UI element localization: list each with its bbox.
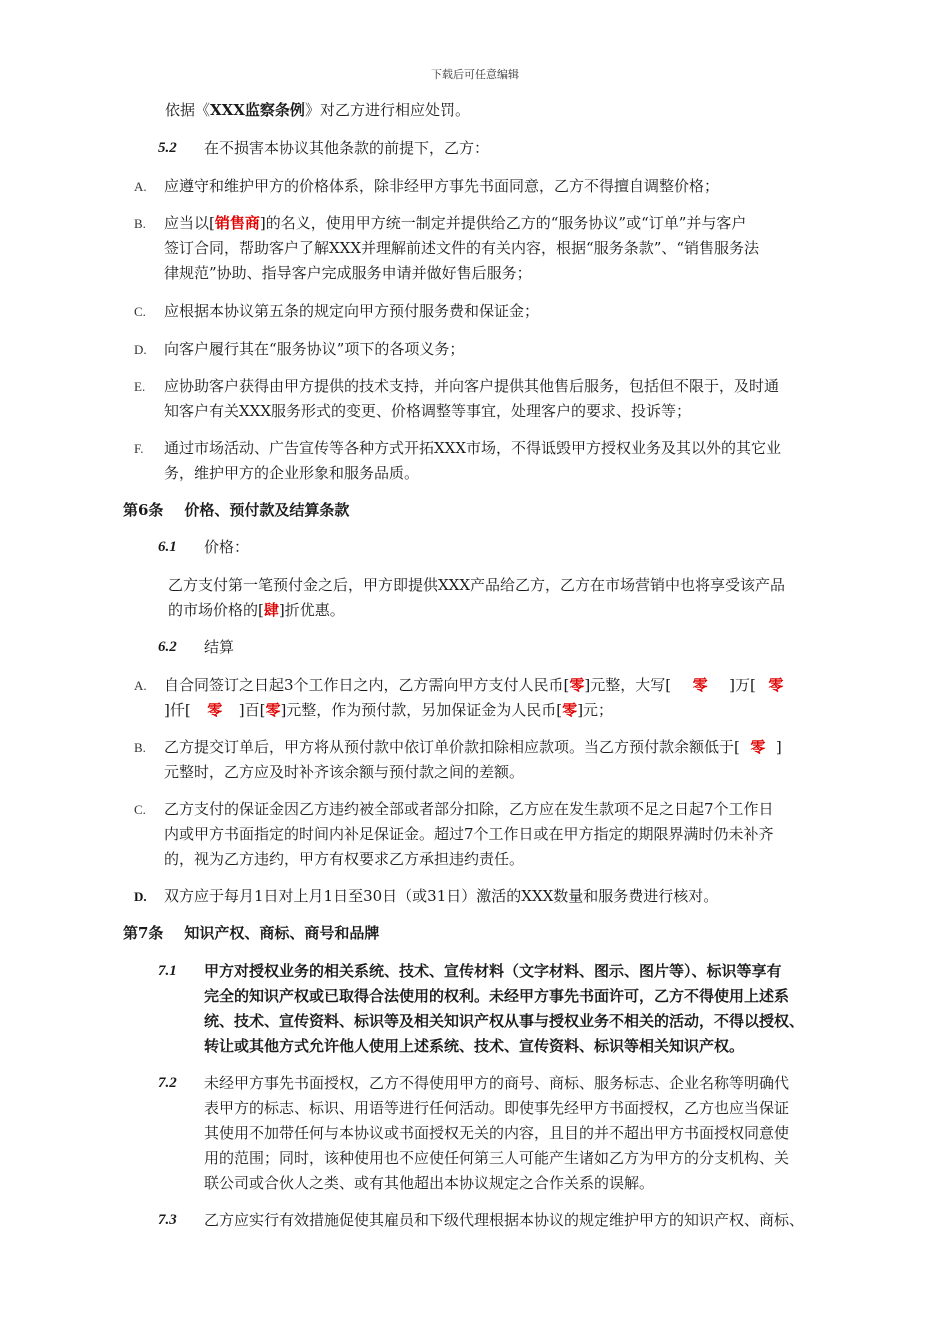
clause-6-1-text-a: 的市场价格的[ [168,601,264,619]
item-6-2-b-text-2: ] [775,738,782,756]
clause-7-2-line-2: 表甲方的标志、标识、用语等进行任何活动。即使事先经甲方书面授权，乙方也应当保证 [204,1099,790,1117]
red-fill-yuan: 零 [265,701,281,719]
clause-6-1-para-line-1: 乙方支付第一笔预付金之后，甲方即提供XXX产品给乙方，乙方在市场营销中也将享受该产品 [168,576,786,594]
clause-6-1-text-b: ]折优惠。 [278,601,345,619]
item-label-6-2-a: A. [134,678,147,693]
item-6-2-c-line-2: 内或甲方书面指定的时间内补足保证金。超过7个工作日或在甲方指定的期限界满时仍未补齐 [164,825,774,843]
item-5-2-e-line-1: 应协助客户获得由甲方提供的技术支持，并向客户提供其他售后服务，包括但不限于，及时通 [164,377,780,395]
intro-line [165,98,470,123]
item-label-6-2-c: C. [134,802,146,817]
item-6-2-a-text-1: 自合同签订之日起3个工作日之内，乙方需向甲方支付人民币[ [164,676,570,694]
item-6-2-b-line-2: 元整时，乙方应及时补齐该余额与预付款之间的差额。 [164,763,525,781]
red-fill-wan: 零 [692,676,708,694]
item-label-d: D. [134,342,147,357]
item-5-2-a-line-1: 应遵守和维护甲方的价格体系，除非经甲方事先书面同意，乙方不得擅自调整价格； [164,177,720,195]
clause-7-2-line-5: 联公司或合伙人之类、或有其他超出本协议规定之合作关系的误解。 [204,1174,655,1192]
item-6-2-a-line-1 [164,673,796,698]
red-fill-seller: 销售商 [214,214,260,232]
clause-number-7-3: 7.3 [158,1212,177,1228]
clause-5-2-text: 在不损害本协议其他条款的前提下，乙方： [204,139,490,157]
item-6-2-b-text-1: 乙方提交订单后，甲方将从预付款中依订单价款扣除相应款项。当乙方预付款余额低于[ [164,738,740,756]
clause-7-1-line-3: 统、技术、宣传资料、标识等及相关知识产权从事与授权业务不相关的活动，不得以授权、 [204,1012,805,1030]
item-6-2-a-text-4: ]仟[ [164,701,191,719]
item-6-2-d-line-1: 双方应于每月1日对上月1日至30日（或31日）激活的XXX数量和服务费进行核对。 [164,887,719,905]
red-fill-amount-rmb: 零 [569,676,585,694]
clause-6-2-text: 结算 [204,638,235,656]
item-label-6-2-b: B. [134,740,146,755]
clause-7-1-line-2: 完全的知识产权或已取得合法使用的权利。未经甲方事先书面许可，乙方不得使用上述系 [204,987,790,1005]
item-label-c: C. [134,304,146,319]
item-5-2-c-line-1: 应根据本协议第五条的规定向甲方预付服务费和保证金； [164,302,540,320]
section-7-heading: 第7条 知识产权、商标、商号和品牌 [123,924,380,942]
item-6-2-a-line-2 [164,698,613,723]
clause-number-7-1: 7.1 [158,963,177,979]
intro-suffix: 》对乙方进行相应处罚。 [304,101,470,119]
item-6-2-c-line-3: 的，视为乙方违约，甲方有权要求乙方承担违约责任。 [164,850,525,868]
item-6-2-a-text-3: ]万[ [729,676,756,694]
item-label-f: F. [134,441,144,456]
red-fill-deposit: 零 [562,701,578,719]
item-5-2-b-line-1 [164,211,746,236]
page-header-note: 下载后可任意编辑 [431,68,519,81]
clause-7-2-line-1: 未经甲方事先书面授权，乙方不得使用甲方的商号、商标、服务标志、企业名称等明确代 [204,1074,790,1092]
clause-7-3-line-1: 乙方应实行有效措施促使其雇员和下级代理根据本协议的规定维护甲方的知识产权、商标、 [204,1211,805,1229]
clause-number-6-2: 6.2 [158,639,177,655]
item-6-2-b-line-1 [164,735,782,760]
clause-number-7-2: 7.2 [158,1075,177,1091]
clause-7-1-line-4: 转让或其他方式允许他人使用上述系统、技术、宣传资料、标识等相关知识产权。 [204,1037,745,1055]
item-5-2-f-line-2: 务，维护甲方的企业形象和服务品质。 [164,464,420,482]
item-label-6-2-d: D. [134,889,147,904]
item-5-2-b-text-a: 应当以[ [164,214,215,232]
item-6-2-a-text-7: ]元； [577,701,614,719]
section-6-heading: 第6条 价格、预付款及结算条款 [123,501,350,519]
item-label-e: E. [134,379,146,394]
item-5-2-d-line-1: 向客户履行其在“服务协议”项下的各项义务； [164,340,465,358]
clause-6-1-text: 价格： [204,538,250,556]
item-5-2-f-line-1: 通过市场活动、广告宣传等各种方式开拓XXX市场，不得诋毁甲方授权业务及其以外的其它业 [164,439,782,457]
clause-7-2-line-4: 用的范围；同时，该种使用也不应使任何第三人可能产生诸如乙方为甲方的分支机构、关 [204,1149,790,1167]
red-fill-balance: 零 [750,738,766,756]
clause-number-5-2: 5.2 [158,140,177,156]
intro-prefix: 依据《 [165,101,211,119]
red-fill-qian: 零 [768,676,784,694]
item-5-2-e-line-2: 知客户有关XXX服务形式的变更、价格调整等事宜，处理客户的要求、投诉等； [164,402,692,420]
red-fill-bai: 零 [207,701,223,719]
item-6-2-a-text-2: ]元整，大写[ [584,676,672,694]
clause-7-1-line-1: 甲方对授权业务的相关系统、技术、宣传材料（文字材料、图示、图片等）、标识等享有 [204,962,782,980]
red-fill-discount: 肆 [263,601,279,619]
clause-6-1-para-line-2 [168,598,345,623]
item-label-b: B. [134,216,146,231]
clause-7-2-line-3: 其使用不加带任何与本协议或书面授权无关的内容，且目的并不超出甲方书面授权同意使 [204,1124,790,1142]
item-5-2-b-text-b: ]的名义，使用甲方统一制定并提供给乙方的“服务协议”或“订单”并与客户 [259,214,747,232]
item-6-2-a-text-5: ]百[ [238,701,266,719]
law-name: XXX监察条例 [210,101,305,119]
item-5-2-b-line-3: 律规范”协助、指导客户完成服务申请并做好售后服务； [164,264,532,282]
clause-number-6-1: 6.1 [158,539,177,555]
item-5-2-b-line-2: 签订合同，帮助客户了解XXX并理解前述文件的有关内容，根据“服务条款”、“销售服务法 [164,239,760,257]
item-label-a: A. [134,179,147,194]
item-6-2-c-line-1: 乙方支付的保证金因乙方违约被全部或者部分扣除，乙方应在发生款项不足之日起7个工作日 [164,800,774,818]
item-6-2-a-text-6: ]元整，作为预付款，另加保证金为人民币[ [280,701,563,719]
